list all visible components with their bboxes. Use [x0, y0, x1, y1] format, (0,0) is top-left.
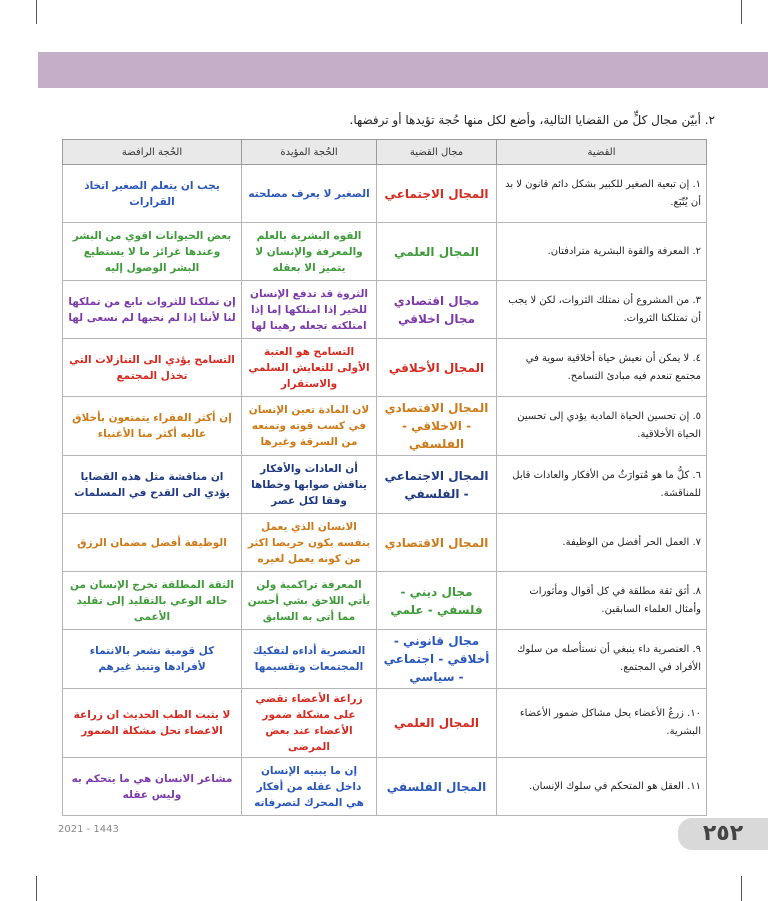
pro-cell[interactable]: زراعة الأعضاء تقضي على مشكلة ضمور الأعضاء عند بعض المرضى	[242, 689, 377, 758]
issue-cell: ٣. من المشروع أن نمتلك الثروات، لكن لا يجب أن تمتلكنا الثروات.	[497, 281, 707, 339]
con-cell[interactable]: الثقة المطلقة تخرج الإنسان من حاله الوعي بالتقليد إلى تقليد الأعمى	[63, 572, 242, 630]
edition-year: 2021 - 1443	[58, 824, 119, 835]
page-number: ٢٥٢	[678, 818, 768, 850]
issue-cell: ٥. إن تحسين الحياة المادية يؤدي إلى تحسين الحياة الأخلاقية.	[497, 397, 707, 456]
pro-cell[interactable]: القوه البشرية بالعلم والمعرفة والإنسان لا يتميز الا بعقله	[242, 223, 377, 281]
con-cell[interactable]: يجب ان يتعلم الصغير اتخاذ القرارات	[63, 165, 242, 223]
field-cell[interactable]: المجال الاقتصادي - الاخلاقي - الفلسفي	[377, 397, 497, 456]
exercise-instruction: ٢. أبيّن مجال كلٍّ من القضايا التالية، وأضع لكل منها حُجة تؤيدها أو ترفضها.	[349, 113, 715, 127]
con-cell[interactable]: إن تملكنا للثروات نابع من تملكها لنا لأننا إذا لم نحبها لم نسعى لها	[63, 281, 242, 339]
pro-cell[interactable]: العنصرية أداءه لتفكيك المجتمعات وتقسيمها	[242, 630, 377, 689]
table-row	[63, 758, 707, 816]
issue-cell: ١١. العقل هو المتحكم في سلوك الإنسان.	[497, 758, 707, 816]
field-cell[interactable]: المجال العلمي	[377, 223, 497, 281]
issue-cell: ٢. المعرفة والقوة البشرية مترادفتان.	[497, 223, 707, 281]
pro-cell[interactable]: أن العادات والأفكار يناقش صوابها وخطاها وفقا لكل عصر	[242, 456, 377, 514]
table-row	[63, 165, 707, 223]
table-row	[63, 281, 707, 339]
field-cell[interactable]: المجال الأخلاقي	[377, 339, 497, 397]
con-cell[interactable]: مشاعر الانسان هي ما يتحكم به وليس عقله	[63, 758, 242, 816]
issue-cell: ٨. أثق ثقة مطلقة في كل أقوال ومأثورات وأمثال العلماء السابقين.	[497, 572, 707, 630]
table-row	[63, 630, 707, 689]
issue-cell: ٦. كلُّ ما هو مُتوارَثٌ من الأفكار والعادات قابل للمناقشة.	[497, 456, 707, 514]
issue-cell: ٤. لا يمكن أن نعيش حياة أخلاقية سوية في مجتمع تنعدم فيه مبادئ التسامح.	[497, 339, 707, 397]
issue-cell: ٧. العمل الحر أفضل من الوظيفة.	[497, 514, 707, 572]
pro-cell[interactable]: لان المادة تعين الإنسان في كسب قوته وتمنعه من السرقة وغيرها	[242, 397, 377, 456]
pro-cell[interactable]: إن ما يبنيه الإنسان داخل عقله من أفكار هي المحرك لتصرفاته	[242, 758, 377, 816]
field-cell[interactable]: المجال الاجتماعي	[377, 165, 497, 223]
header-field: مجال القضية	[377, 140, 497, 165]
crop-mark	[741, 876, 742, 901]
table-row	[63, 689, 707, 758]
issue-cell: ١. إن تبعية الصغير للكبير بشكل دائم قانون لا بد أن يُتّبَع.	[497, 165, 707, 223]
field-cell[interactable]: مجال اقتصادي مجال اخلاقي	[377, 281, 497, 339]
table-row	[63, 572, 707, 630]
con-cell[interactable]: ان مناقشة مثل هذه القضايا يؤدي الى القدح في المسلمات	[63, 456, 242, 514]
issues-table	[62, 139, 707, 816]
table-row	[63, 456, 707, 514]
field-cell[interactable]: المجال الفلسفي	[377, 758, 497, 816]
crop-mark	[36, 0, 37, 24]
con-cell[interactable]: إن أكثر الفقراء يتمتعون بأخلاق عاليه أكثر منا الأغنياء	[63, 397, 242, 456]
table-header-row	[63, 140, 707, 165]
field-cell[interactable]: المجال الاجتماعي - الفلسفي	[377, 456, 497, 514]
con-cell[interactable]: الوظيفة أفضل مضمان الرزق	[63, 514, 242, 572]
field-cell[interactable]: مجال ديني - فلسفي - علمي	[377, 572, 497, 630]
field-cell[interactable]: مجال قانوني - أخلاقي - اجتماعي - سياسي	[377, 630, 497, 689]
issue-cell: ١٠. زرعُ الأعضاء يحل مشاكل ضمور الأعضاء البشرية.	[497, 689, 707, 758]
table-row	[63, 339, 707, 397]
con-cell[interactable]: كل قومية تشعر بالانتماء لأفرادها وتنبذ غيرهم	[63, 630, 242, 689]
pro-cell[interactable]: الانسان الذي يعمل بنفسه يكون حريصا اكثر من كونه يعمل لغيره	[242, 514, 377, 572]
pro-cell[interactable]: الثروة قد تدفع الإنسان للخير إذا امتلكها إما إذا امتلكته تجعله رهينا لها	[242, 281, 377, 339]
pro-cell[interactable]: المعرفة تراكمية ولن يأتي اللاحق بشي أحسن مما أتى به السابق	[242, 572, 377, 630]
con-cell[interactable]: بعض الحيوانات اقوي من البشر وعندها غرائز ما لا يستطيع البشر الوصول إليه	[63, 223, 242, 281]
header-con: الحُجة الرافضة	[63, 140, 242, 165]
header-band	[38, 52, 768, 88]
pro-cell[interactable]: الصغير لا يعرف مصلحته	[242, 165, 377, 223]
field-cell[interactable]: المجال الاقتصادي	[377, 514, 497, 572]
crop-mark	[36, 876, 37, 901]
field-cell[interactable]: المجال العلمي	[377, 689, 497, 758]
table-row	[63, 223, 707, 281]
con-cell[interactable]: التسامح يؤدي الى التنازلات التي تخذل المجتمع	[63, 339, 242, 397]
table-row	[63, 514, 707, 572]
header-pro: الحُجة المؤيدة	[242, 140, 377, 165]
pro-cell[interactable]: التسامح هو العتبة الأولى للتعايش السلمي والاستقرار	[242, 339, 377, 397]
crop-mark	[741, 0, 742, 24]
header-issue: القضية	[497, 140, 707, 165]
issue-cell: ٩. العنصرية داء ينبغي أن نستأصله من سلوك الأفراد في المجتمع.	[497, 630, 707, 689]
con-cell[interactable]: لا يثبت الطب الحديث ان زراعة الاعضاء تحل مشكلة الضمور	[63, 689, 242, 758]
table-row	[63, 397, 707, 456]
